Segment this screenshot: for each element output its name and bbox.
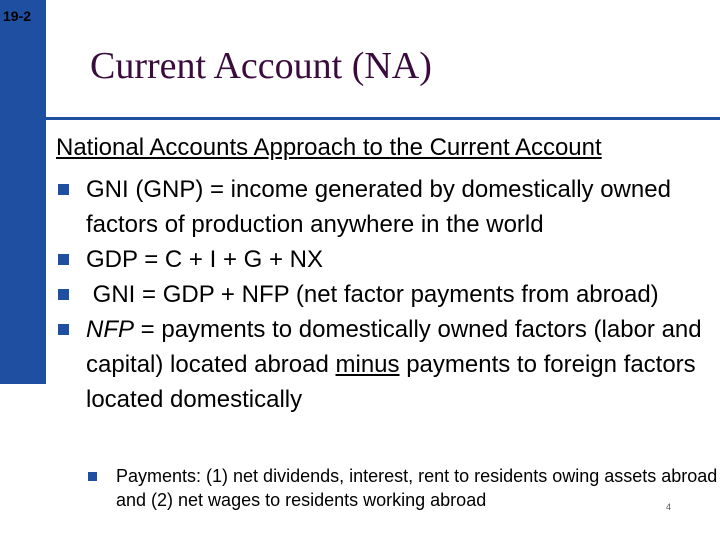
slide-number: 19-2: [3, 8, 32, 24]
sub-bullet-item: [88, 464, 720, 512]
bullet-text: GNI (GNP) = income generated by domestically owned factors of production anywhere in the world: [86, 176, 671, 238]
square-bullet-icon: [58, 289, 69, 300]
page-number: 4: [666, 502, 672, 512]
bullet-text: GNI = GDP + NFP (net factor payments from abroad): [86, 281, 659, 308]
bullet-term: NFP: [86, 316, 134, 343]
sub-bullet-list: [88, 464, 720, 512]
bullet-item: [56, 242, 720, 277]
bullet-list: [56, 172, 720, 417]
slide-title: Current Account (NA): [90, 45, 432, 87]
square-bullet-icon: [88, 472, 97, 481]
left-accent-bar-lower: [0, 384, 46, 540]
bullet-item: [56, 277, 720, 312]
bullet-emphasis: minus: [335, 351, 400, 378]
title-divider: [46, 117, 720, 120]
bullet-text: GDP = C + I + G + NX: [86, 246, 323, 273]
bullet-text: = payments to domestically owned factors (labor and capital) located abroad: [86, 316, 702, 378]
square-bullet-icon: [58, 324, 69, 335]
bullet-item: [56, 312, 720, 417]
bullet-item: [56, 172, 720, 242]
square-bullet-icon: [58, 254, 69, 265]
sub-bullet-text: Payments: (1) net dividends, interest, rent to residents owing assets abroad and (2) net wages to residents working abroad: [116, 466, 718, 510]
bullet-text: payments to foreign factors located domestically: [86, 351, 696, 413]
square-bullet-icon: [58, 184, 69, 195]
subheading: National Accounts Approach to the Current Account: [56, 134, 602, 161]
left-accent-bar: [0, 0, 46, 384]
